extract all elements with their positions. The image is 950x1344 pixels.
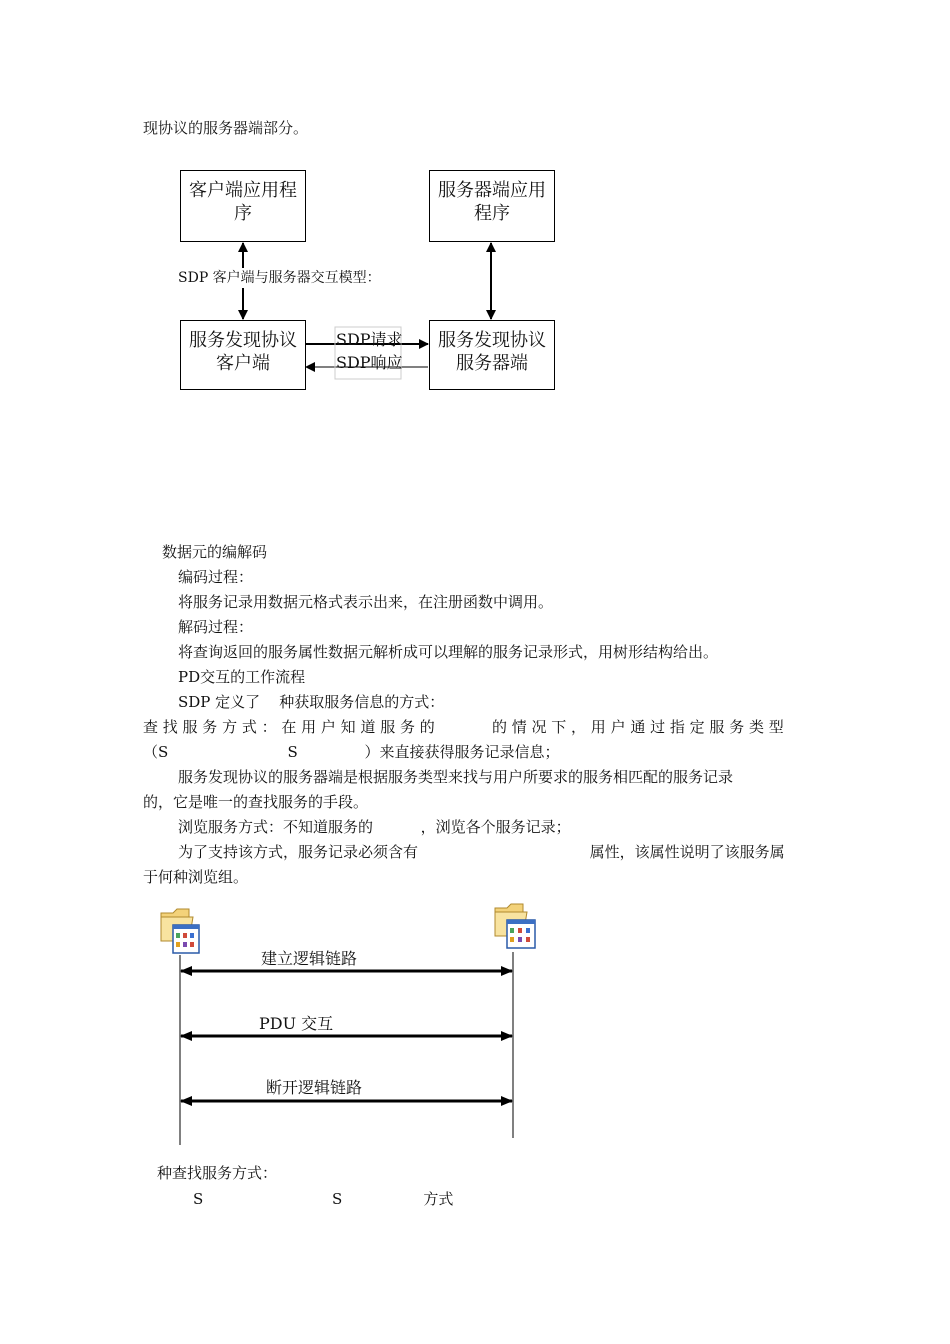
support-line-2: 于何种浏览组。 [143,868,249,886]
msg3-label: 断开逻辑链路 [266,1078,363,1097]
diagram1-caption: SDP 客户端与服务器交互模型： [178,270,381,286]
decode-text: 将查询返回的服务属性数据元解析成可以理解的服务记录形式，用树形结构给出。 [178,643,719,661]
msg1-label: 建立逻辑链路 [261,949,358,968]
encode-text: 将服务记录用数据元格式表示出来，在注册函数中调用。 [178,593,554,611]
intro-line: 现协议的服务器端部分。 [143,119,309,137]
search-line-1: 查 找 服 务 方 式 ： 在 用 户 知 道 服 务 的 的 情 况 下 ， 用 户 通 过 指 定 服 务 类 型 [143,718,784,736]
support-line-1: 为了支持该方式，服务记录必须含有 属性，该属性说明了该服务属 [178,843,785,861]
server-line-2: 的，它是唯一的查找服务的手段。 [143,793,369,811]
flow-title: PD交互的工作流程 [178,668,306,686]
server-app-label: 服务器端应用 程序 [438,180,546,224]
server-line-1: 服务发现协议的服务器端是根据服务类型来找与用户所要求的服务相匹配的服务记录 [178,768,734,786]
sdp-define-line: SDP 定义了 种获取服务信息的方式： [178,693,445,711]
footer-line-1: 种查找服务方式： [157,1164,278,1182]
browse-line: 浏览服务方式：不知道服务的 ，浏览各个服务记录； [178,818,571,836]
footer-line-2: S S 方式 [193,1190,454,1208]
sdp-response-label: SDP响应 [336,353,403,372]
msg2-label: PDU 交互 [259,1014,334,1033]
decode-title: 解码过程： [178,618,254,636]
encode-title: 编码过程： [178,568,254,586]
server-sdp-label: 服务发现协议 服务器端 [438,330,546,374]
search-line-2: （S S ）来直接获得服务记录信息； [143,743,560,761]
sdp-request-label: SDP请求 [336,330,403,349]
client-sdp-label: 服务发现协议 客户端 [189,330,297,374]
heading-codec: 数据元的编解码 [162,543,268,561]
client-app-label: 客户端应用程 序 [189,180,297,224]
